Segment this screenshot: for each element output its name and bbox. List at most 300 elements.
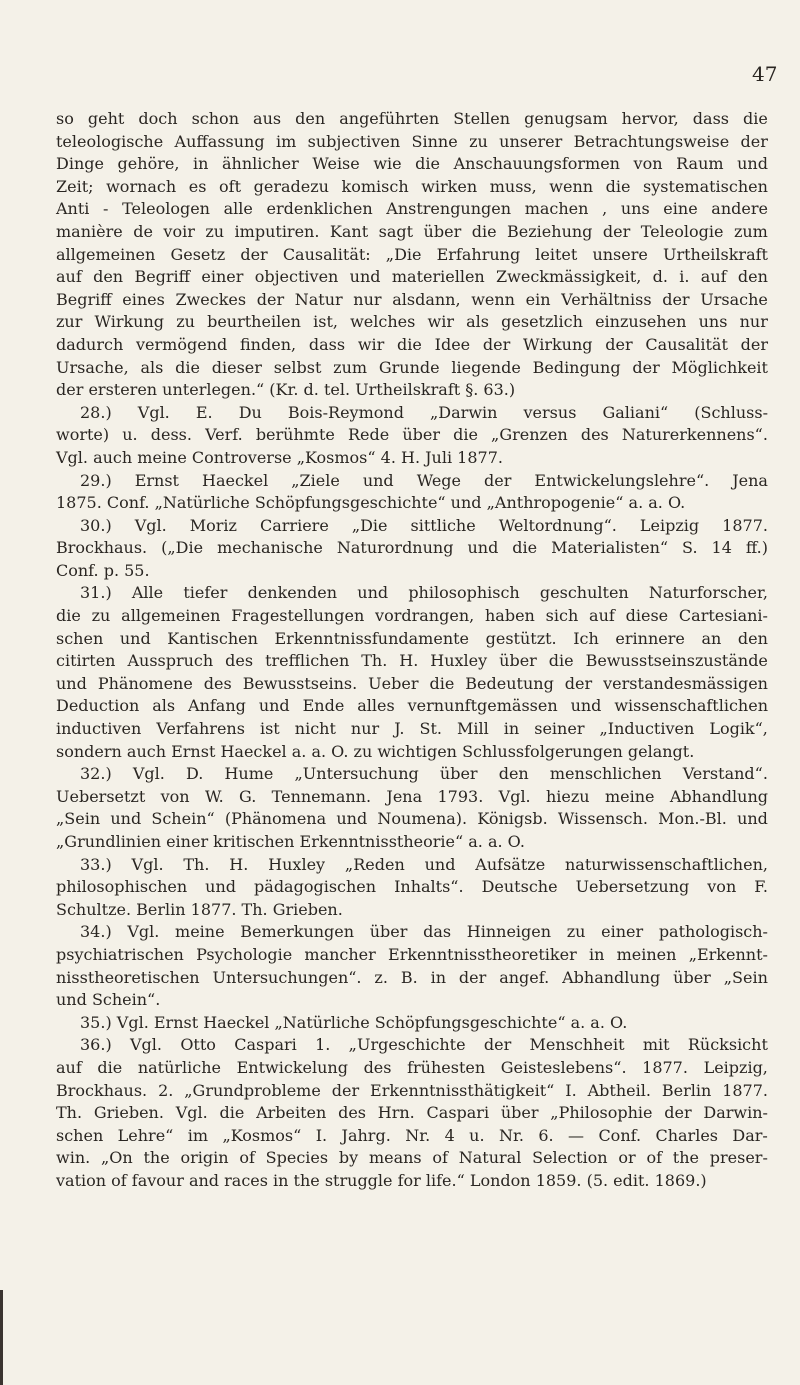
word: Conf.	[598, 1125, 642, 1145]
word: Berlin	[661, 1080, 712, 1100]
word: den	[737, 628, 768, 648]
word: über	[499, 651, 537, 671]
word: und	[336, 809, 368, 829]
word: die	[397, 334, 422, 354]
word: Th.	[56, 1103, 83, 1123]
word: Begriff	[134, 267, 191, 287]
word: Th.	[183, 854, 210, 874]
word: gestützt.	[485, 628, 557, 648]
word: Ueber	[368, 673, 419, 693]
word: in	[192, 154, 209, 174]
word: Vgl.	[127, 922, 160, 942]
word: dass	[308, 334, 346, 354]
word: d.	[652, 267, 668, 287]
word: Noumena).	[377, 809, 468, 829]
word: allgemeinen	[121, 606, 221, 626]
word: Fragestellungen	[231, 606, 365, 626]
word: Teleologen	[122, 199, 210, 219]
word: genugsam	[524, 109, 608, 128]
text-line	[56, 402, 768, 425]
word: auf	[700, 267, 727, 287]
word: 28.)	[80, 402, 112, 422]
word: Wirkung	[94, 312, 165, 332]
word: der	[331, 1080, 360, 1100]
word: Abhandlung	[669, 786, 768, 806]
word: andere	[711, 199, 768, 219]
word: Begriff	[56, 289, 112, 309]
word: und	[205, 877, 237, 897]
word: nisstheoretischen	[56, 967, 200, 987]
word: „Kosmos“	[222, 1125, 302, 1145]
word: dieser	[211, 357, 262, 377]
word: und	[349, 267, 381, 287]
word: von	[707, 877, 737, 897]
word: Verf.	[205, 425, 243, 445]
word: —	[568, 1125, 585, 1145]
word: Anstrengungen	[386, 199, 512, 219]
word: in	[430, 967, 447, 987]
word: „Ziele	[291, 470, 340, 490]
word: 33.)	[80, 854, 112, 874]
word: der	[602, 221, 631, 241]
word: Grunde	[378, 357, 440, 377]
word: frühesten	[407, 1057, 486, 1077]
text-line: 35.) Vgl. Ernst Haeckel „Natürliche Schöpfungsgeschichte“ a. a. O.	[80, 1012, 628, 1032]
text-line	[56, 854, 768, 877]
word: u.	[122, 425, 138, 445]
word: die	[453, 425, 478, 445]
word: und	[737, 154, 768, 174]
word: Arbeiten	[256, 1103, 327, 1123]
word: zum	[333, 357, 368, 377]
word: Verfahrens	[156, 719, 245, 739]
word: Deduction	[56, 696, 140, 716]
word: materiellen	[391, 267, 485, 287]
text-line	[56, 1102, 768, 1125]
word: nur	[350, 719, 380, 739]
word: B.	[400, 967, 418, 987]
word: alles	[357, 696, 395, 716]
word: 14	[711, 538, 732, 558]
word: Galiani“	[602, 402, 669, 422]
text-line	[56, 176, 768, 199]
word: dadurch	[56, 334, 124, 354]
word: Vgl.	[130, 1035, 162, 1055]
word: wenn	[471, 289, 515, 309]
word: einzusehen	[595, 312, 687, 332]
word: Moriz	[189, 515, 237, 535]
word: Entwickelungslehre“.	[534, 470, 710, 490]
word: imputiren.	[234, 221, 320, 241]
word: manière	[56, 221, 123, 241]
word: dess.	[150, 425, 192, 445]
word: Geisteslebens“.	[500, 1057, 627, 1077]
word: auf	[589, 606, 615, 626]
word: Natural	[458, 1148, 522, 1168]
word: Grieben.	[93, 1103, 164, 1123]
word: subjectiven	[307, 131, 401, 151]
word: I.	[315, 1125, 328, 1145]
text-line: sondern auch Ernst Haeckel a. a. O. zu wichtigen Schlussfolgerungen gelangt.	[56, 741, 695, 761]
word: wie	[373, 154, 402, 174]
word: 29.)	[80, 470, 112, 490]
word: die	[56, 606, 81, 626]
word: 2.	[158, 1080, 174, 1100]
word: Bemerkungen	[240, 922, 355, 942]
word: der	[256, 289, 285, 309]
word: von	[160, 786, 190, 806]
word: beurtheilen	[207, 312, 301, 332]
word: Ende	[302, 696, 345, 716]
text-line: und Schein“.	[56, 990, 161, 1010]
word: aus	[253, 109, 282, 128]
word: so	[56, 109, 74, 128]
word: denkenden	[247, 583, 338, 603]
word: des	[225, 651, 254, 671]
word: Lehre“	[117, 1125, 174, 1145]
word: die	[471, 221, 497, 241]
word: muss,	[489, 176, 537, 196]
word: Mill	[457, 719, 489, 739]
word: preser-	[709, 1148, 768, 1168]
word: Huxley	[268, 854, 326, 874]
word: „Reden	[344, 854, 405, 874]
word: die	[175, 357, 200, 377]
word: wirken	[421, 176, 478, 196]
word: Uebersetzt	[56, 786, 146, 806]
word: Naturforscher,	[648, 583, 768, 603]
word: im	[275, 131, 297, 151]
word: 34.)	[80, 922, 112, 942]
word: gehöre,	[117, 154, 180, 174]
word: Auffassung	[174, 131, 265, 151]
word: seiner	[534, 719, 585, 739]
word: E.	[195, 402, 213, 422]
word: 32.)	[80, 764, 112, 784]
word: Bewusstseinszustände	[585, 651, 768, 671]
word: 30.)	[80, 515, 112, 535]
word: Raum	[676, 154, 724, 174]
word: Zweckes	[175, 289, 247, 309]
word: über	[423, 221, 462, 241]
word: 31.)	[80, 583, 112, 603]
word: der	[740, 131, 768, 151]
word: in	[503, 719, 520, 739]
word: Bois-Reymond	[287, 402, 404, 422]
word: meinen	[616, 944, 677, 964]
word: (Schluss-	[694, 402, 768, 422]
word: Jena	[732, 470, 768, 490]
word: über	[673, 967, 711, 987]
word: selbst	[273, 357, 322, 377]
text-line	[56, 131, 768, 154]
text-line	[56, 221, 768, 244]
word: pathologisch-	[658, 922, 768, 942]
word: die	[512, 538, 538, 558]
word: i.	[679, 267, 690, 287]
text-line	[56, 334, 768, 357]
text-line	[56, 1125, 768, 1148]
word: schon	[191, 109, 239, 128]
word: von	[633, 154, 663, 174]
word: (Phänomena	[224, 809, 327, 829]
word: alsdann,	[392, 289, 461, 309]
word: Entwickelung	[236, 1057, 348, 1077]
word: wornach	[106, 176, 177, 196]
word: objectiven	[254, 267, 339, 287]
word: voir	[163, 221, 195, 241]
word: Hrn.	[377, 1103, 415, 1123]
word: Stellen	[453, 109, 511, 128]
text-line	[56, 1034, 768, 1057]
word: der	[740, 334, 768, 354]
word: mit	[642, 1035, 670, 1055]
word: das	[423, 922, 452, 942]
word: Du	[238, 402, 262, 422]
word: „Sein	[723, 967, 768, 987]
word: Caspari	[234, 1035, 297, 1055]
word: citirten	[56, 651, 116, 671]
word: welches	[350, 312, 416, 332]
word: Schein“	[151, 809, 215, 829]
word: natürliche	[137, 1057, 222, 1077]
text-line	[56, 921, 768, 944]
text-line: Vgl. auch meine Controverse „Kosmos“ 4. H. Juli 1877.	[56, 447, 503, 467]
word: angeführten	[339, 109, 440, 128]
word: 36.)	[80, 1035, 112, 1055]
word: Psychologie	[196, 944, 293, 964]
word: Phänomene	[97, 673, 193, 693]
word: „Grenzen	[491, 425, 568, 445]
word: 1.	[315, 1035, 331, 1055]
word: hiezu	[545, 786, 590, 806]
word: Caspari	[426, 1103, 490, 1123]
word: Urtheilskraft	[662, 244, 768, 264]
word: Erkenntnissfundamente	[274, 628, 470, 648]
word: schen	[56, 628, 104, 648]
word: und	[424, 854, 456, 874]
word: den	[93, 267, 124, 287]
word: den	[295, 109, 326, 128]
word: zu	[176, 312, 195, 332]
word: Abhandlung	[562, 967, 661, 987]
word: Bedingung	[532, 357, 621, 377]
text-line	[56, 673, 768, 696]
word: S.	[682, 538, 698, 558]
word: Anti	[56, 199, 90, 219]
word: „Sein	[56, 809, 101, 829]
word: oft	[219, 176, 242, 196]
word: zu	[566, 922, 586, 942]
word: vermögend	[136, 334, 228, 354]
word: Wege	[416, 470, 462, 490]
word: Rücksicht	[687, 1035, 768, 1055]
word: der	[240, 244, 268, 264]
word: und	[357, 583, 389, 603]
word: Inhalts“.	[394, 877, 464, 897]
body-text	[56, 108, 768, 1193]
word: als	[152, 696, 176, 716]
word: Uebersetzung	[575, 877, 690, 897]
word: Erkenntnisstheoretiker	[388, 944, 577, 964]
text-line	[56, 289, 768, 312]
word: ist	[259, 719, 280, 739]
word: versus	[523, 402, 577, 422]
word: Betrachtungsweise	[573, 131, 730, 151]
word: unserer	[499, 131, 563, 151]
word: als	[140, 357, 164, 377]
word: Erkenntnissthätigkeit“	[370, 1080, 555, 1100]
word: philosophisch	[408, 583, 520, 603]
word: Alle	[131, 583, 164, 603]
word: Hinneigen	[466, 922, 552, 942]
word: Vgl.	[134, 515, 167, 535]
word: der	[482, 334, 511, 354]
word: Hume	[224, 764, 274, 784]
word: des	[580, 425, 609, 445]
word: G.	[239, 786, 257, 806]
word: des	[203, 673, 232, 693]
word: Ich	[573, 628, 599, 648]
word: Selection	[532, 1148, 608, 1168]
word: ff.)	[745, 538, 768, 558]
word: z.	[374, 967, 388, 987]
word: Ernst	[134, 470, 179, 490]
word: ähnlicher	[221, 154, 299, 174]
text-line	[56, 1057, 768, 1080]
word: Weltordnung“.	[498, 515, 617, 535]
word: 1877.	[642, 1057, 688, 1077]
word: 1793.	[437, 786, 484, 806]
word: alle	[223, 199, 253, 219]
word: tiefer	[183, 583, 228, 603]
word: Logik“,	[709, 719, 768, 739]
word: eines	[122, 289, 165, 309]
word: Möglichkeit	[671, 357, 768, 377]
word: J.	[394, 719, 405, 739]
word: Otto	[180, 1035, 216, 1055]
word: nur	[353, 289, 382, 309]
word: Naturordnung	[336, 538, 454, 558]
word: die	[97, 1057, 123, 1077]
word: und	[362, 470, 394, 490]
word: vernunftgemässen	[407, 696, 558, 716]
word: dass	[692, 109, 729, 128]
word: pädagogischen	[254, 877, 377, 897]
word: sich	[545, 606, 579, 626]
word: sittliche	[410, 515, 476, 535]
text-line	[56, 424, 768, 447]
word: wir	[357, 334, 385, 354]
word: H.	[229, 854, 249, 874]
word: means	[368, 1148, 422, 1168]
text-line	[56, 967, 768, 990]
word: teleologische	[56, 131, 164, 151]
word: die	[743, 109, 768, 128]
word: Idee	[434, 334, 471, 354]
text-line	[56, 605, 768, 628]
word: die	[605, 176, 631, 196]
word: und	[258, 696, 290, 716]
word: der	[664, 1103, 692, 1123]
word: Brockhaus.	[56, 538, 148, 558]
text-line	[56, 515, 768, 538]
word: Vgl.	[132, 764, 165, 784]
word: Kantischen	[167, 628, 258, 648]
text-line	[56, 311, 768, 334]
word: eine	[663, 199, 698, 219]
word: Wissensch.	[557, 809, 648, 829]
word: psychiatrischen	[56, 944, 184, 964]
word: die	[415, 154, 440, 174]
word: „Erkennt-	[688, 944, 768, 964]
word: inductiven	[56, 719, 142, 739]
word: Verhältniss	[561, 289, 652, 309]
word: „Inductiven	[599, 719, 695, 739]
word: diese	[625, 606, 669, 626]
word: systematischen	[643, 176, 768, 196]
word: Erfahrung	[436, 244, 521, 264]
word: „On	[100, 1148, 133, 1168]
word: auf	[56, 267, 82, 287]
word: Charles	[655, 1125, 718, 1145]
text-line	[56, 582, 768, 605]
text-line	[56, 650, 768, 673]
word: doch	[138, 109, 178, 128]
word: Anschauungsformen	[453, 154, 620, 174]
word: meine	[604, 786, 655, 806]
word: gesetzlich	[501, 312, 583, 332]
word: der	[605, 334, 633, 354]
word: auf	[56, 1057, 82, 1077]
word: Darwin-	[703, 1103, 768, 1123]
word: „Grundprobleme	[184, 1080, 321, 1100]
word: Ursache,	[56, 357, 129, 377]
word: liegende	[451, 357, 521, 377]
text-line: 1875. Conf. „Natürliche Schöpfungsgeschichte“ und „Anthropogenie“ a. a. O.	[56, 493, 686, 513]
word: Leipzig,	[703, 1057, 768, 1077]
word: und	[467, 538, 499, 558]
word: Causalität:	[282, 244, 371, 264]
word: hervor,	[621, 109, 679, 128]
word: F.	[754, 877, 768, 897]
word: Jahrg.	[341, 1125, 391, 1145]
text-line	[56, 244, 768, 267]
word: einer	[601, 922, 644, 942]
word: Deutsche	[481, 877, 558, 897]
word: Beziehung	[507, 221, 593, 241]
word: an	[701, 628, 722, 648]
word: schen	[56, 1125, 104, 1145]
word: Zeit;	[56, 176, 94, 196]
word: der	[632, 357, 660, 377]
word: Dinge	[56, 154, 104, 174]
word: Kant	[329, 221, 369, 241]
word: Menschheit	[529, 1035, 625, 1055]
word: der	[564, 673, 593, 693]
word: des	[363, 1057, 392, 1077]
word: Mon.-Bl.	[658, 809, 727, 829]
word: mancher	[304, 944, 376, 964]
word: über	[500, 1103, 539, 1123]
word: 6.	[538, 1125, 554, 1145]
word: wissenschaftlichen	[614, 696, 768, 716]
word: die	[548, 651, 574, 671]
word: Dar-	[732, 1125, 768, 1145]
word: 4	[444, 1125, 455, 1145]
word: Ursache	[700, 289, 768, 309]
word: Bewusstseins.	[242, 673, 358, 693]
